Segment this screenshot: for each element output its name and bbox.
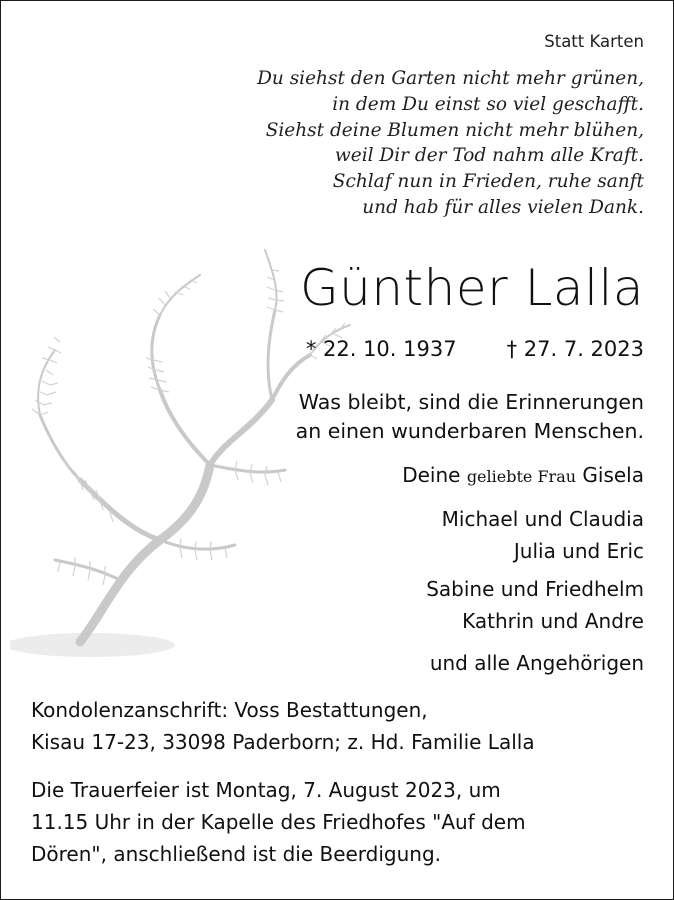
quote-line: Was bleibt, sind die Erinnerungen: [298, 390, 644, 414]
poem-line: in dem Du einst so viel geschafft.: [332, 93, 644, 115]
mourner-closing: und alle Angehörigen: [429, 651, 644, 675]
poem-line: Du siehst den Garten nicht mehr grünen,: [257, 68, 644, 89]
poem-line: und hab für alles vielen Dank.: [362, 196, 644, 218]
death-date: † 27. 7. 2023: [506, 337, 644, 361]
memorial-quote: [296, 388, 644, 445]
poem-line: Schlaf nun in Frieden, ruhe sanft: [332, 171, 644, 193]
poem-line: weil Dir der Tod nahm alle Kraft.: [334, 145, 644, 167]
service-line: Die Trauerfeier ist Montag, 7. August 2023, um: [31, 778, 501, 802]
poem-line: Siehst deine Blumen nicht mehr blühen,: [265, 119, 644, 141]
mourner-line: Julia und Eric: [513, 539, 644, 563]
condolence-address: [31, 694, 535, 758]
mourner-line: Michael und Claudia: [441, 507, 644, 531]
geliebte-frau-text: geliebte Frau: [466, 467, 577, 486]
deine-text: Deine: [402, 463, 461, 487]
wife-line: [402, 463, 644, 487]
condolence-line: Kondolenzanschrift: Voss Bestattungen,: [31, 698, 428, 722]
condolence-line: Kisau 17-23, 33098 Paderborn; z. Hd. Familie Lalla: [31, 730, 535, 754]
deceased-name: Günther Lalla: [299, 259, 644, 317]
birth-date: * 22. 10. 1937: [305, 337, 457, 361]
mourner-line: Sabine und Friedhelm: [426, 577, 644, 601]
mourner-group: [426, 573, 644, 637]
service-line: Dören", anschließend ist die Beerdigung.: [31, 842, 442, 866]
wife-name: Gisela: [582, 463, 644, 487]
poem: [257, 66, 644, 221]
mourner-line: Kathrin und Andre: [462, 609, 644, 633]
mourner-group: [442, 503, 644, 567]
statt-karten-label: Statt Karten: [544, 32, 644, 51]
quote-line: an einen wunderbaren Menschen.: [295, 418, 644, 443]
service-info: [31, 774, 526, 870]
life-dates: [306, 337, 644, 361]
service-line: 11.15 Uhr in der Kapelle des Friedhofes "Auf dem: [31, 810, 526, 834]
